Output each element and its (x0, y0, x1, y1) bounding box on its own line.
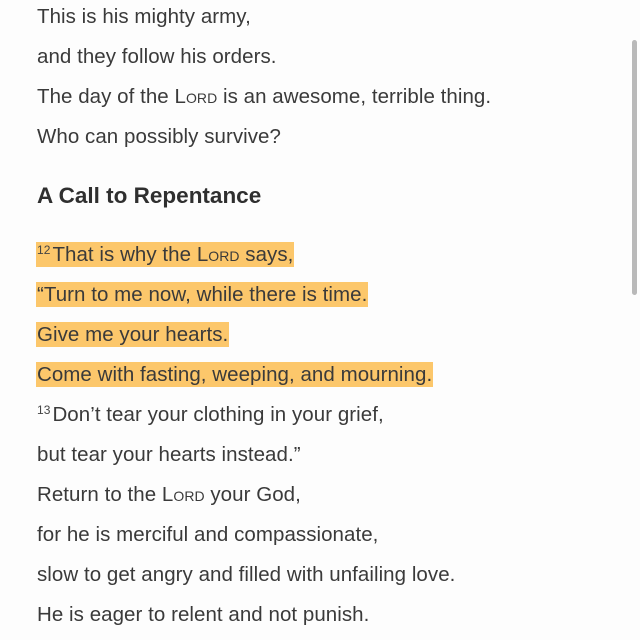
verse-line-highlighted[interactable] (37, 241, 294, 268)
highlighted-text[interactable]: “Turn to me now, while there is time. (37, 283, 368, 306)
verse-text: slow to get angry and filled with unfailing love. (37, 563, 456, 586)
verse-line (37, 601, 369, 628)
verse-text: is an awesome, terrible thing. (217, 85, 492, 108)
verse-text: Who can possibly survive? (37, 125, 281, 148)
verse-number: 13 (37, 403, 51, 417)
verse-line (37, 3, 251, 30)
section-heading: A Call to Repentance (37, 183, 262, 208)
verse-text: and they follow his orders. (37, 45, 277, 68)
verse-text: Don’t tear your clothing in your grief, (52, 403, 384, 426)
lord-small-caps: Lord (161, 483, 205, 506)
verse-text: The day of the (37, 85, 175, 108)
verse-text: but tear your hearts instead.” (37, 443, 301, 466)
verse-line-highlighted[interactable] (37, 321, 229, 348)
highlighted-text[interactable]: Come with fasting, weeping, and mourning. (37, 363, 433, 386)
verse-text: your God, (204, 483, 301, 506)
lord-small-caps: Lord (196, 243, 240, 266)
highlighted-text[interactable]: $^{12}$That is why the Lord says, (37, 243, 294, 266)
verse-line (37, 401, 384, 428)
verse-line (37, 441, 301, 468)
verse-line-highlighted[interactable] (37, 361, 433, 388)
verse-line (37, 83, 491, 110)
verse-text: Return to the (37, 483, 162, 506)
verse-line (37, 123, 281, 150)
verse-line (37, 43, 277, 70)
verse-text: for he is merciful and compassionate, (37, 523, 379, 546)
highlighted-text[interactable]: Give me your hearts. (37, 323, 229, 346)
lord-small-caps: Lord (174, 85, 218, 108)
verse-line (37, 481, 301, 508)
verse-line-highlighted[interactable] (37, 281, 368, 308)
vertical-scrollbar[interactable] (632, 40, 637, 295)
verse-text: This is his mighty army, (37, 5, 251, 28)
verse-line (37, 521, 378, 548)
verse-text: He is eager to relent and not punish. (37, 603, 370, 626)
verse-number: 12 (37, 243, 51, 257)
verse-line (37, 561, 455, 588)
